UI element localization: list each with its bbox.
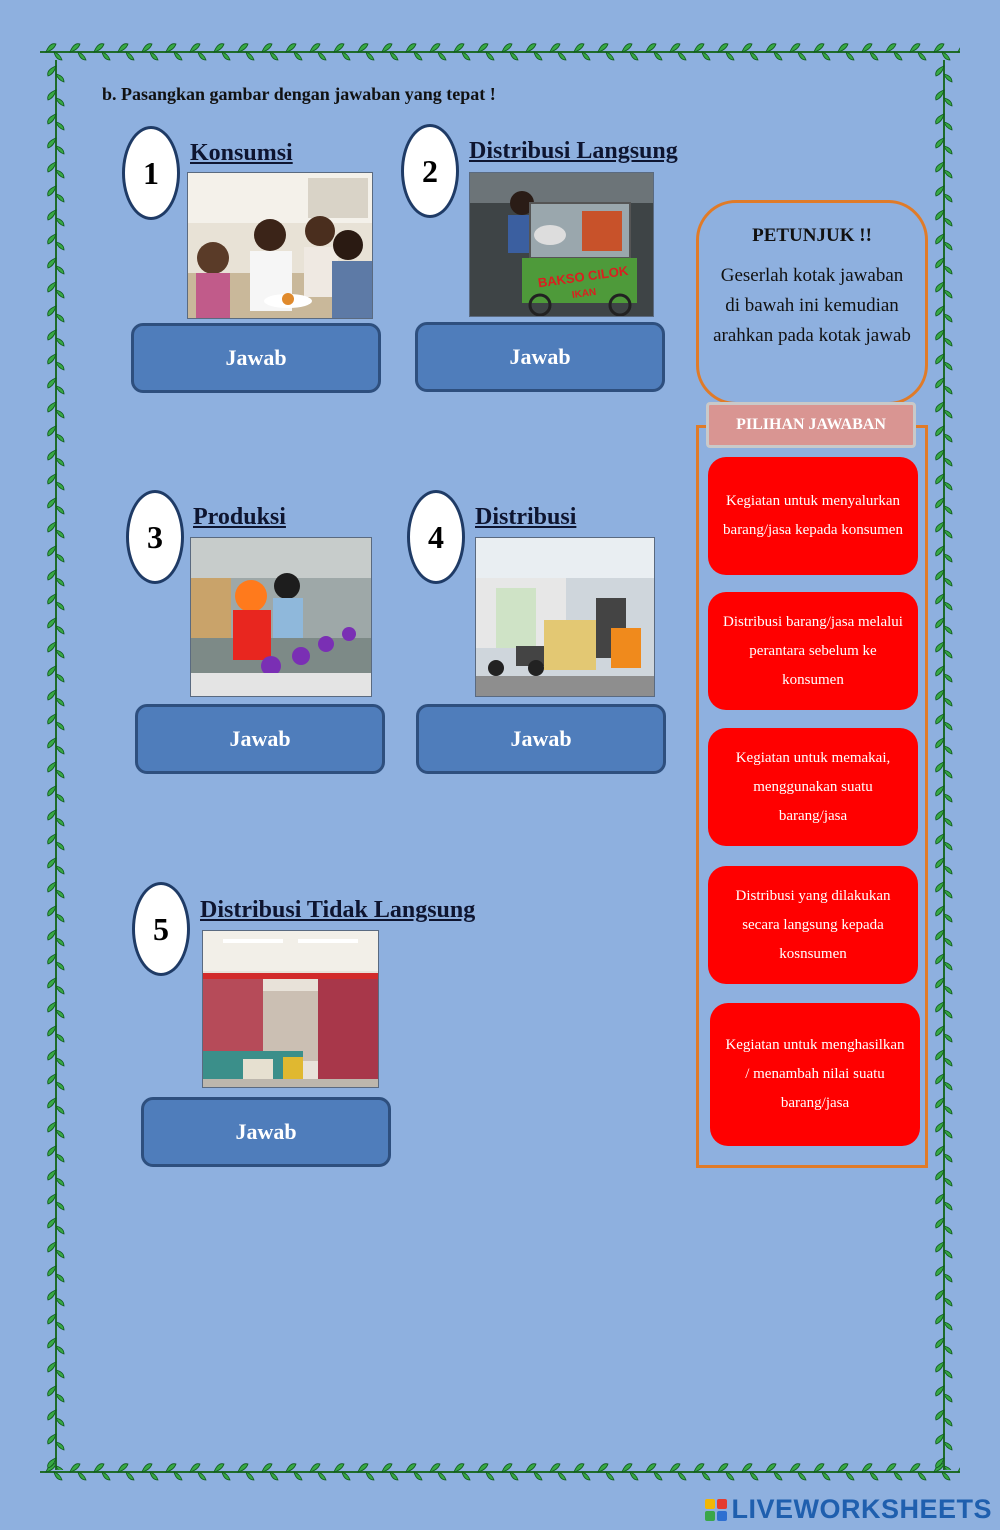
photo-factory-workers	[190, 537, 372, 697]
instructions-title: PETUNJUK !!	[752, 225, 872, 246]
number-badge-5: 5	[132, 882, 190, 976]
jawab-dropzone-3[interactable]: Jawab	[135, 704, 385, 774]
cart-sign-subtext: IKAN	[571, 286, 597, 302]
item-title-distribusi: Distribusi	[475, 504, 577, 530]
item-title-produksi: Produksi	[193, 504, 286, 530]
answer-option-3[interactable]: Kegiatan untuk memakai, menggunakan suatu barang/jasa	[708, 728, 918, 846]
answer-option-2[interactable]: Distribusi barang/jasa melalui perantara sebelum ke konsumen	[708, 592, 918, 710]
number-badge-4: 4	[407, 490, 465, 584]
item-title-distribusi-langsung: Distribusi Langsung	[469, 138, 678, 164]
photo-truck-loading	[475, 537, 655, 697]
jawab-dropzone-4[interactable]: Jawab	[416, 704, 666, 774]
liveworksheets-logo-icon	[705, 1499, 727, 1521]
number-badge-3: 3	[126, 490, 184, 584]
item-title-distribusi-tidak-langsung: Distribusi Tidak Langsung	[200, 897, 476, 923]
vine-leaf	[958, 44, 960, 60]
answer-option-5[interactable]: Kegiatan untuk menghasilkan / menambah nilai suatu barang/jasa	[710, 1003, 920, 1146]
liveworksheets-logo	[705, 1494, 992, 1525]
vine-border-bottom	[40, 1460, 960, 1484]
vine-border-right	[932, 60, 956, 1470]
cart-sign-text: BAKSO CILOK	[536, 262, 630, 291]
liveworksheets-logo-text: LIVEWORKSHEETS	[731, 1494, 992, 1524]
jawab-dropzone-2[interactable]: Jawab	[415, 322, 665, 392]
jawab-dropzone-1[interactable]: Jawab	[131, 323, 381, 393]
instructions-body: Geserlah kotak jawaban di bawah ini kemudian arahkan pada kotak jawab	[713, 265, 911, 346]
answer-option-1[interactable]: Kegiatan untuk menyalurkan barang/jasa kepada konsumen	[708, 457, 918, 575]
photo-family-dining	[187, 172, 373, 319]
answer-option-4[interactable]: Distribusi yang dilakukan secara langsung kepada kosnsumen	[708, 866, 918, 984]
instructions-panel	[696, 200, 928, 405]
item-title-konsumsi: Konsumsi	[190, 140, 293, 166]
vine-leaf	[958, 1464, 960, 1480]
number-badge-1: 1	[122, 126, 180, 220]
vine-border-left	[44, 60, 68, 1470]
instruction-text: b. Pasangkan gambar dengan jawaban yang tepat !	[102, 84, 496, 104]
photo-food-cart	[469, 172, 654, 317]
photo-minimarket	[202, 930, 379, 1088]
number-badge-2: 2	[401, 124, 459, 218]
jawab-dropzone-5[interactable]: Jawab	[141, 1097, 391, 1167]
answer-options-header: PILIHAN JAWABAN	[706, 402, 916, 448]
vine-border-top	[40, 40, 960, 64]
